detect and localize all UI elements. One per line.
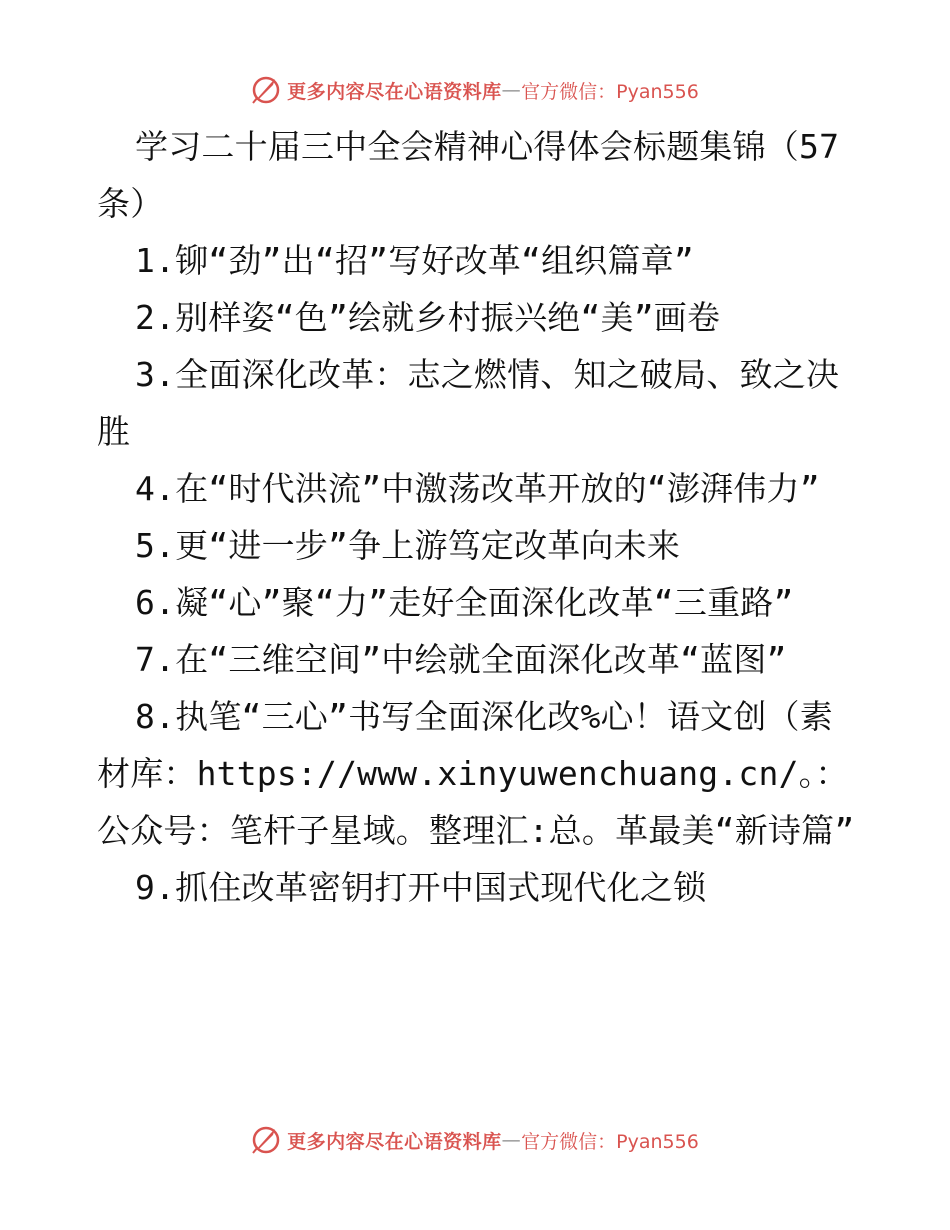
list-item: 4.在“时代洪流”中激荡改革开放的“澎湃伟力”	[135, 469, 820, 508]
list-item: 8.执笔“三心”书写全面深化改%心！语文创（素材库：https://www.xinyuwenchuang.cn/。：公众号：笔杆子星域。整理汇:总。革最美“新诗篇”	[97, 697, 855, 850]
banner-contact: 官方微信：Pyan556	[521, 1130, 699, 1153]
footer-banner	[0, 1120, 950, 1160]
document-title: 学习二十届三中全会精神心得体会标题集锦（57条）	[97, 127, 840, 223]
quill-logo-icon	[251, 1125, 281, 1155]
list-item: 1.铆“劲”出“招”写好改革“组织篇章”	[135, 241, 694, 280]
document-body	[97, 118, 857, 916]
banner-slogan: 更多内容尽在心语资料库	[287, 1130, 502, 1153]
banner-separator: —	[501, 1129, 522, 1151]
list-item: 6.凝“心”聚“力”走好全面深化改革“三重路”	[135, 583, 794, 622]
quill-logo-icon	[251, 75, 281, 105]
banner-separator: —	[501, 79, 522, 101]
list-item: 2.别样姿“色”绘就乡村振兴绝“美”画卷	[135, 298, 721, 337]
header-banner	[0, 70, 950, 110]
list-item: 5.更“进一步”争上游笃定改革向未来	[135, 526, 681, 565]
banner-slogan: 更多内容尽在心语资料库	[287, 80, 502, 103]
list-item: 7.在“三维空间”中绘就全面深化改革“蓝图”	[135, 640, 787, 679]
list-item: 9.抓住改革密钥打开中国式现代化之锁	[135, 868, 707, 907]
list-item: 3.全面深化改革：志之燃情、知之破局、致之决胜	[97, 355, 840, 451]
banner-contact: 官方微信：Pyan556	[521, 80, 699, 103]
